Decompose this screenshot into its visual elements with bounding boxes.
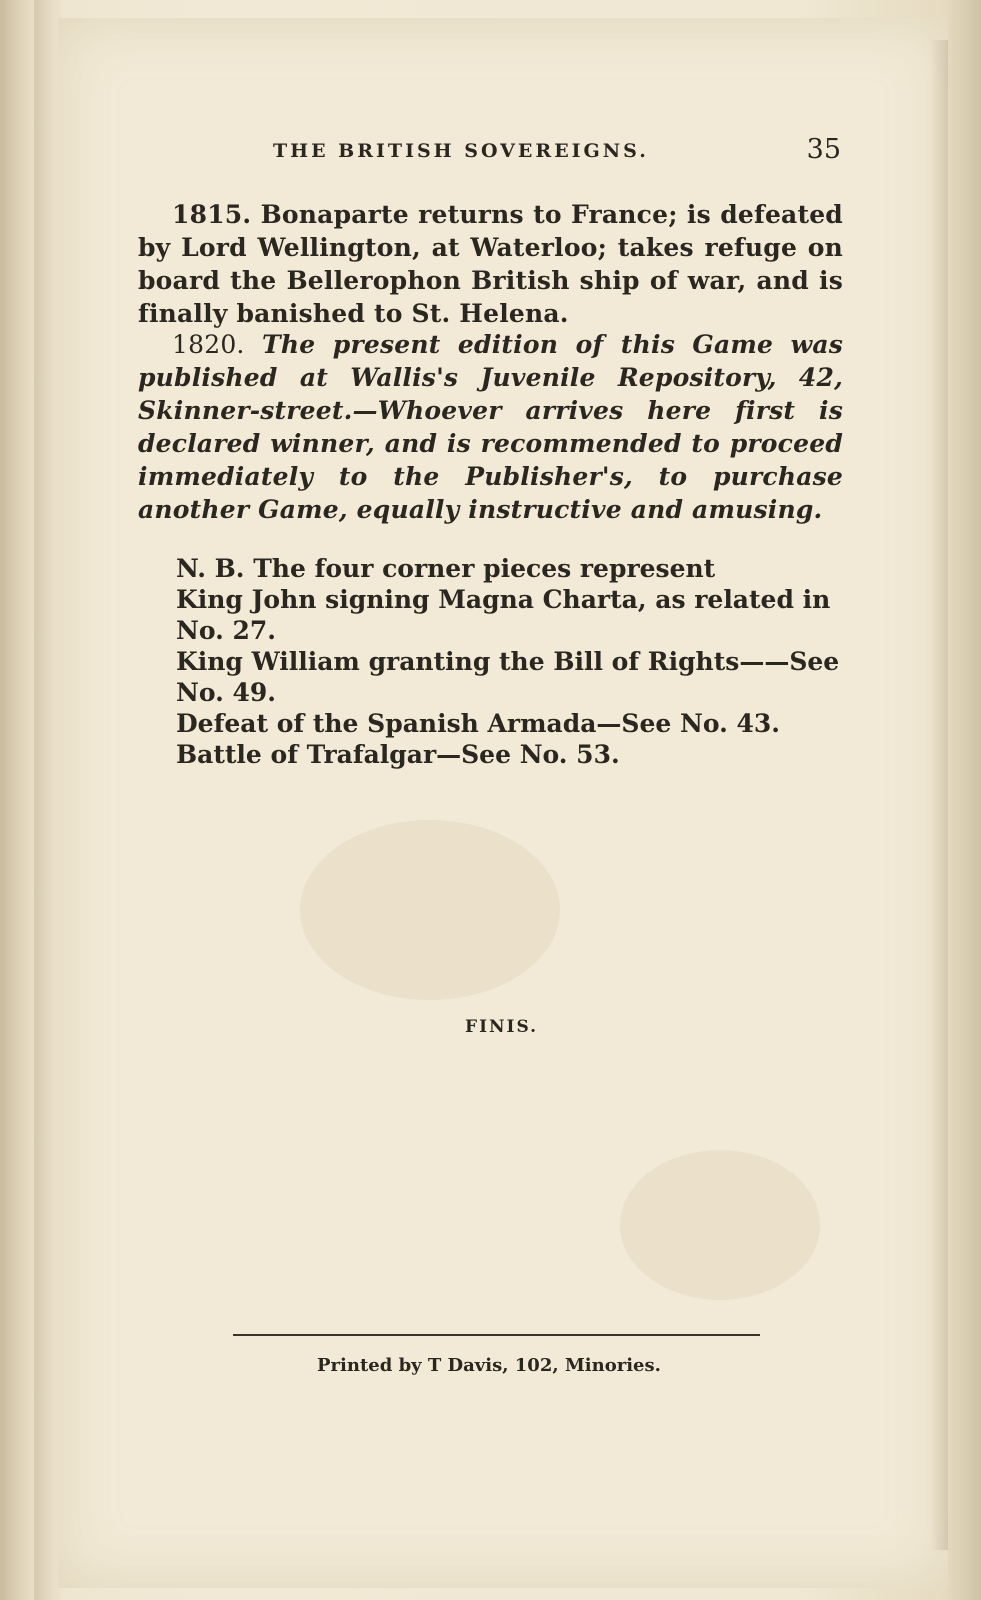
page-header [138,134,843,174]
note-intro: N. B. The four corner pieces represent [176,554,716,583]
page-number: 35 [806,134,841,165]
running-head: THE BRITISH SOVEREIGNS. [273,140,649,162]
finis: FINIS. [465,1017,539,1037]
entry-1815: 1815. Bonaparte returns to France; is defeated by Lord Wellington, at Waterloo; takes refuge on board the Bellerophon British ship of war, and is finally banished to St. Helena. [138,200,843,328]
entry-1820-year: 1820. [172,330,245,359]
entry-1820-text: The present edition of this Game was published at Wallis's Juvenile Repository, 42, Skinner-street.—Whoever arrives here first is declared winner, and is recommended to proceed immediately to the Publisher's, to purchase another Game, equally instructive and amusing. [138,330,843,524]
paper-stain [300,820,560,1000]
note-item: King William granting the Bill of Rights——See No. 49. [176,647,840,707]
page-edge-shadow [930,40,948,1550]
entry-1820 [138,328,843,526]
note-block [138,553,843,770]
paper-stain [620,1150,820,1300]
note-item: Battle of Trafalgar—See No. 53. [176,740,620,769]
note-item: Defeat of the Spanish Armada—See No. 43. [176,709,780,738]
note-item: King John signing Magna Charta, as related in No. 27. [176,585,831,645]
imprint-rule [233,1334,760,1336]
printer-imprint: Printed by T Davis, 102, Minories. [317,1355,661,1376]
